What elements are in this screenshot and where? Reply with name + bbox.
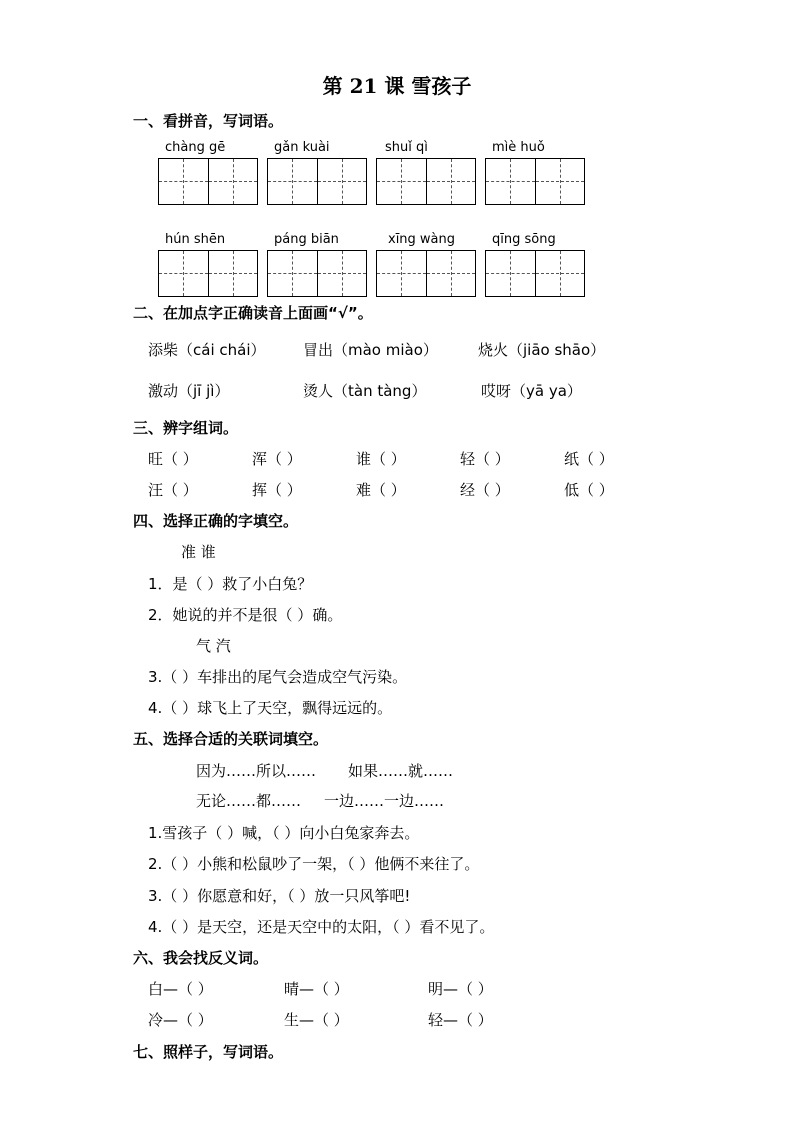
word-blank[interactable]: 谁（ ） <box>356 450 406 468</box>
pinyin-6: páng biān <box>274 232 339 247</box>
reading-item[interactable]: 激动（jī jì） <box>148 382 230 400</box>
writing-grid[interactable] <box>485 158 585 205</box>
word-blank[interactable]: 纸（ ） <box>564 450 614 468</box>
section-2-heading: 二、在加点字正确读音上面画“√”。 <box>133 304 373 322</box>
section-5-heading: 五、选择合适的关联词填空。 <box>133 730 329 748</box>
question[interactable]: 2．她说的并不是很（ ）确。 <box>148 606 343 624</box>
conjunction-option: 一边……一边…… <box>324 792 445 810</box>
reading-item[interactable]: 烧火（jiāo shāo） <box>478 341 606 359</box>
writing-grid[interactable] <box>267 250 367 297</box>
choice-words: 准 谁 <box>181 543 216 561</box>
section-3-heading: 三、辨字组词。 <box>133 419 239 437</box>
reading-item[interactable]: 哎呀（yā ya） <box>481 382 582 400</box>
page-title: 第 21 课 雪孩子 <box>322 74 472 98</box>
section-7-heading: 七、照样子，写词语。 <box>133 1043 284 1061</box>
antonym-blank[interactable]: 明—（ ） <box>428 980 493 998</box>
antonym-blank[interactable]: 白—（ ） <box>148 980 213 998</box>
word-blank[interactable]: 浑（ ） <box>252 450 302 468</box>
question[interactable]: 4.（ ）是天空，还是天空中的太阳，（ ）看不见了。 <box>148 918 495 936</box>
writing-grid[interactable] <box>376 250 476 297</box>
question[interactable]: 3.（ ）你愿意和好，（ ）放一只风筝吧! <box>148 887 411 905</box>
question[interactable]: 1．是（ ）救了小白兔？ <box>148 575 313 593</box>
question[interactable]: 1.雪孩子（ ）喊，（ ）向小白兔家奔去。 <box>148 824 420 842</box>
reading-item[interactable]: 烫人（tàn tàng） <box>303 382 427 400</box>
pinyin-8: qīng sōng <box>492 232 556 247</box>
writing-grid[interactable] <box>158 250 258 297</box>
antonym-blank[interactable]: 生—（ ） <box>284 1011 349 1029</box>
writing-grid[interactable] <box>267 158 367 205</box>
section-1-heading: 一、看拼音，写词语。 <box>133 112 284 130</box>
antonym-blank[interactable]: 晴—（ ） <box>284 980 349 998</box>
antonym-blank[interactable]: 冷—（ ） <box>148 1011 213 1029</box>
word-blank[interactable]: 难（ ） <box>356 481 406 499</box>
word-blank[interactable]: 轻（ ） <box>460 450 510 468</box>
reading-item[interactable]: 冒出（mào miào） <box>303 341 438 359</box>
writing-grid[interactable] <box>485 250 585 297</box>
pinyin-4: mìè huǒ <box>492 140 545 155</box>
writing-grid[interactable] <box>376 158 476 205</box>
word-blank[interactable]: 低（ ） <box>564 481 614 499</box>
word-blank[interactable]: 旺（ ） <box>148 450 198 468</box>
word-blank[interactable]: 汪（ ） <box>148 481 198 499</box>
question[interactable]: 3.（ ）车排出的尾气会造成空气污染。 <box>148 668 408 686</box>
writing-grid[interactable] <box>158 158 258 205</box>
reading-item[interactable]: 添柴（cái chái） <box>148 341 266 359</box>
pinyin-7: xīng wàng <box>388 232 456 247</box>
pinyin-2: gǎn kuài <box>274 140 330 155</box>
pinyin-3: shuǐ qì <box>385 140 428 155</box>
word-blank[interactable]: 经（ ） <box>460 481 510 499</box>
antonym-blank[interactable]: 轻—（ ） <box>428 1011 493 1029</box>
section-4-heading: 四、选择正确的字填空。 <box>133 512 299 530</box>
conjunction-option: 如果……就…… <box>348 762 454 780</box>
question[interactable]: 4.（ ）球飞上了天空，飘得远远的。 <box>148 699 393 717</box>
conjunction-option: 无论……都…… <box>196 792 302 810</box>
choice-words: 气 汽 <box>196 637 231 655</box>
pinyin-5: hún shēn <box>165 232 226 247</box>
question[interactable]: 2.（ ）小熊和松鼠吵了一架，（ ）他俩不来往了。 <box>148 855 480 873</box>
section-6-heading: 六、我会找反义词。 <box>133 949 269 967</box>
word-blank[interactable]: 挥（ ） <box>252 481 302 499</box>
pinyin-1: chàng gē <box>165 140 226 155</box>
conjunction-option: 因为……所以…… <box>196 762 317 780</box>
